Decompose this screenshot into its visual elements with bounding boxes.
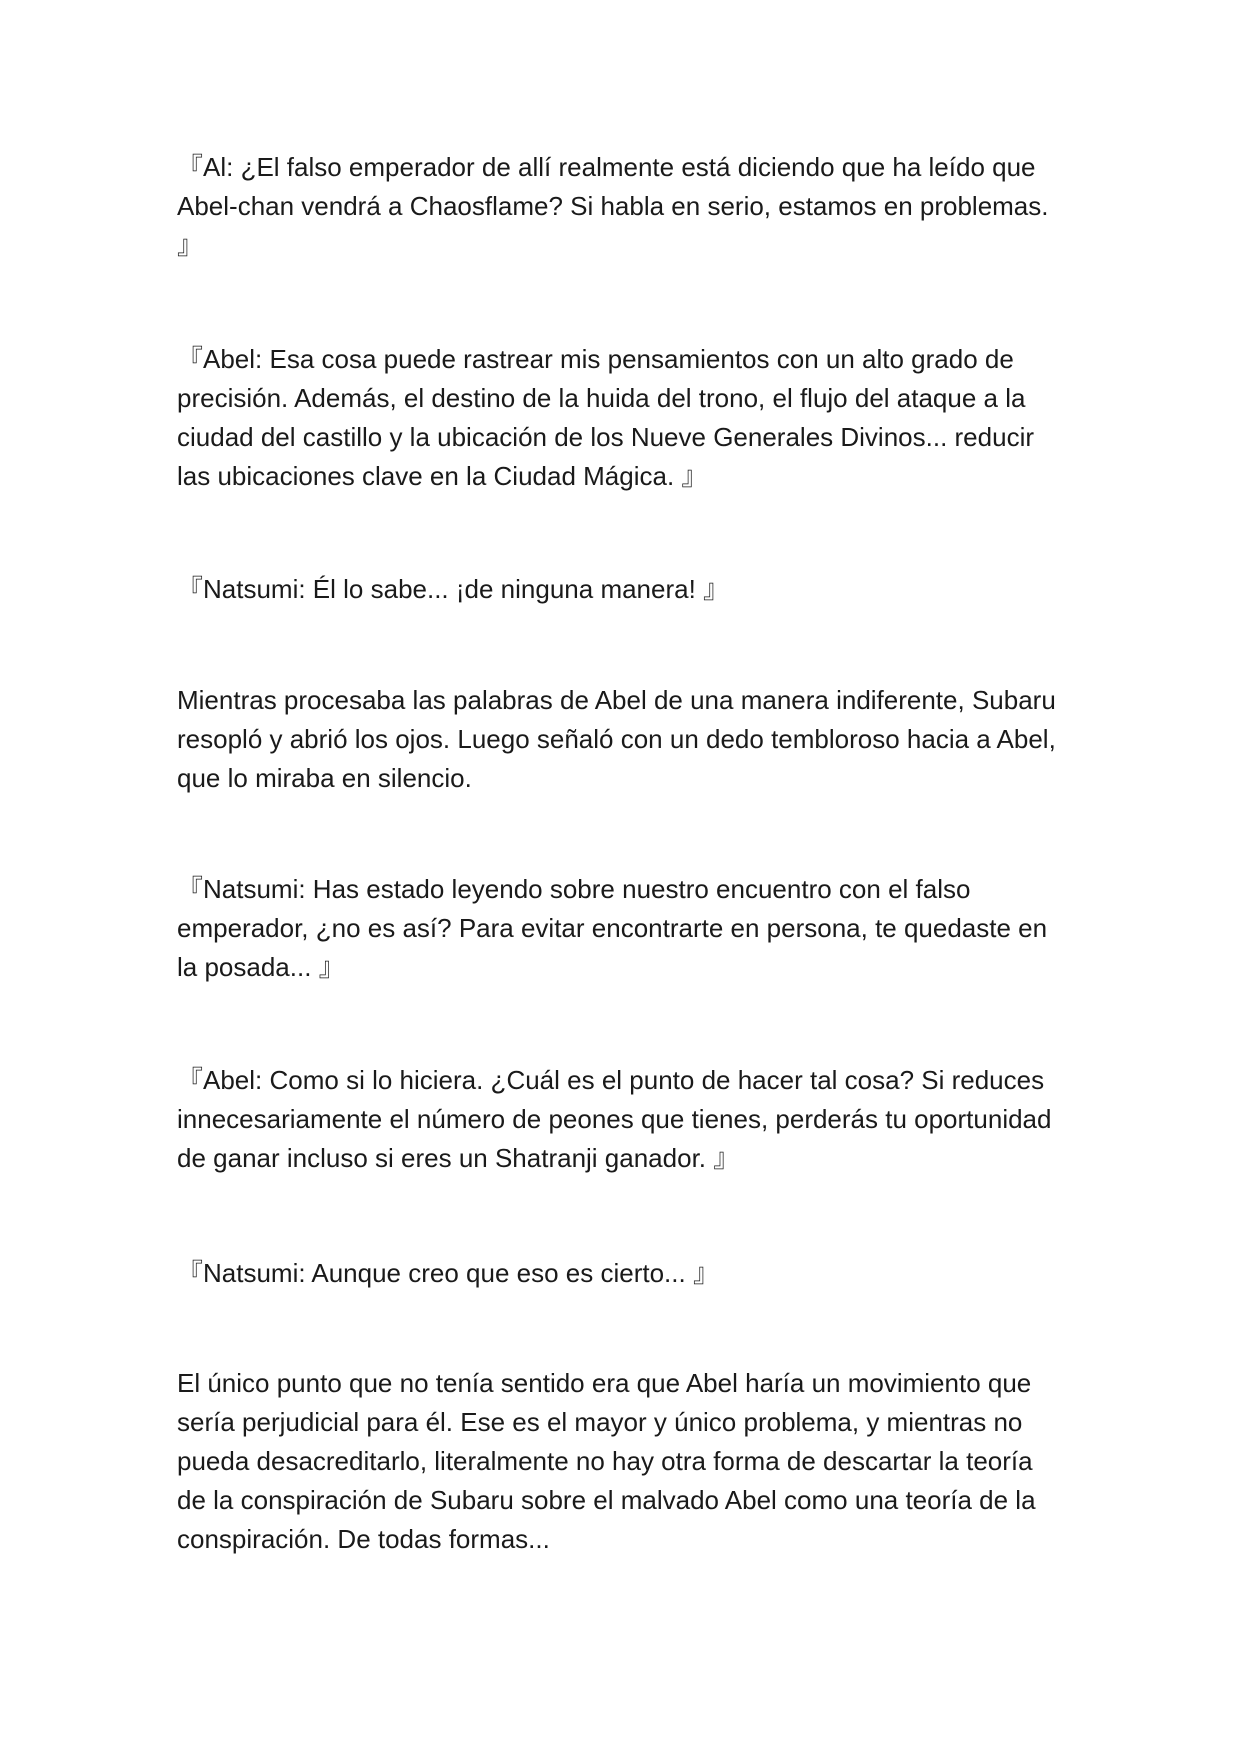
dialogue-natsumi: 『Natsumi: Él lo sabe... ¡de ninguna manera! 』: [177, 574, 730, 604]
dialogue-abel: 『Abel: Como si lo hiciera. ¿Cuál es el punto de hacer tal cosa? Si reduces innecesariamente el número de peones que tienes, perderás tu oportunidad de ganar incluso si eres un Shatranji ganador. 』: [177, 1065, 1059, 1173]
dialogue-natsumi: 『Natsumi: Aunque creo que eso es cierto... 』: [177, 1258, 719, 1288]
dialogue-abel: 『Abel: Esa cosa puede rastrear mis pensamientos con un alto grado de precisión. Además, el destino de la huida del trono, el flujo del ataque a la ciudad del castillo y la ubicación de los Nueve Generales Divinos... reducir las ubicaciones clave en la Ciudad Mágica. 』: [177, 344, 1042, 491]
narration-paragraph: Mientras procesaba las palabras de Abel de una manera indiferente, Subaru resopló y abrió los ojos. Luego señaló con un dedo tembloroso hacia a Abel, que lo miraba en silencio.: [177, 685, 1064, 793]
dialogue-natsumi: 『Natsumi: Has estado leyendo sobre nuestro encuentro con el falso emperador, ¿no es así? Para evitar encontrarte en persona, te quedaste en la posada... 』: [177, 874, 1055, 982]
dialogue-al: 『Al: ¿El falso emperador de allí realmente está diciendo que ha leído que Abel-chan vendrá a Chaosflame? Si habla en serio, estamos en problemas. 』: [177, 152, 1056, 260]
narration-paragraph: El único punto que no tenía sentido era que Abel haría un movimiento que sería perjudicial para él. Ese es el mayor y único problema, y mientras no pueda desacreditarlo, literalmente no hay otra forma de descartar la teoría de la conspiración de Subaru sobre el malvado Abel como una teoría de la conspiración. De todas formas...: [177, 1368, 1043, 1554]
